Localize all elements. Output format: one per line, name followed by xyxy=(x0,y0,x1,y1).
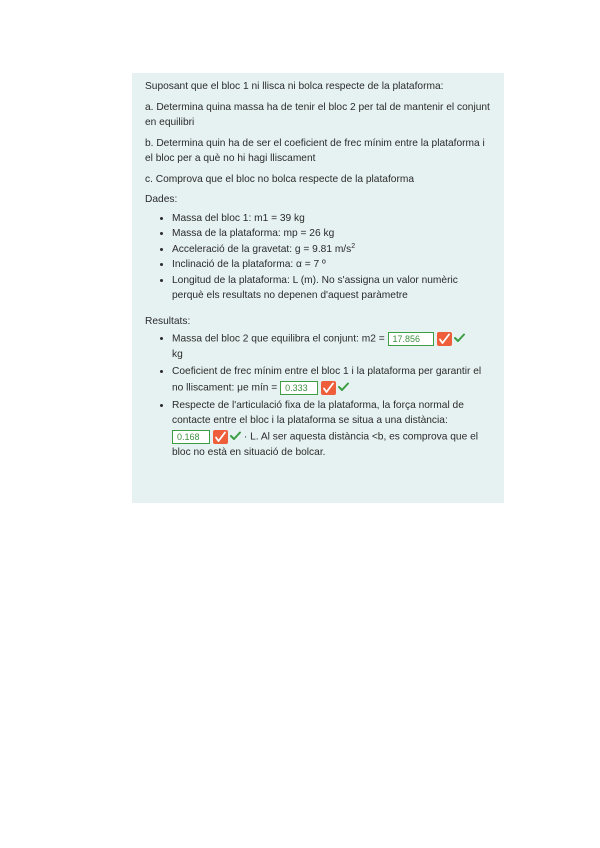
data-item-g-text: Acceleració de la gravetat: g = 9.81 m/s xyxy=(172,243,352,255)
check-button-distance[interactable] xyxy=(213,430,228,444)
data-item-alpha: • Inclinació de la plataforma: α = 7 º xyxy=(172,257,492,273)
answer-distance xyxy=(172,429,241,445)
check-button-mu[interactable] xyxy=(321,381,336,395)
results-heading: Resultats: xyxy=(145,315,191,327)
check-mark-icon xyxy=(338,380,349,396)
result-distance-label: Respecte de l'articulació fixa de la plataforma, la força normal de contacte entre el bloc i la plataforma se situa a una distància: xyxy=(172,399,464,427)
check-button-icon xyxy=(214,431,227,443)
answer-mu xyxy=(280,380,349,396)
result-m2 xyxy=(172,331,492,362)
result-distance xyxy=(172,398,492,460)
result-mu-label: Coeficient de frec mínim entre el bloc 1 i la plataforma per garantir el no lliscament: μe mín = xyxy=(172,366,482,394)
answer-distance-input[interactable]: 0.168 xyxy=(172,430,210,444)
data-heading: Dades: xyxy=(145,194,178,205)
question-a: a. Determina quina massa ha de tenir el bloc 2 per tal de mantenir el conjunt en equilibri xyxy=(145,101,490,128)
exercise-panel xyxy=(132,73,504,503)
data-list xyxy=(145,211,492,304)
data-item-length: • Longitud de la plataforma: L (m). No s'assigna un valor numèric perquè els resultats no depenen d'aquest paràmetre xyxy=(172,273,492,304)
results-list xyxy=(145,331,492,460)
check-button-icon xyxy=(438,333,451,345)
intro-text: Suposant que el bloc 1 ni llisca ni bolca respecte de la plataforma: xyxy=(145,81,444,92)
question-c: c. Comprova que el bloc no bolca respecte de la plataforma xyxy=(145,173,414,185)
answer-m2-input[interactable]: 17.856 xyxy=(388,332,434,346)
check-mark-icon xyxy=(230,429,241,445)
data-item-g xyxy=(172,242,492,258)
check-mark-icon xyxy=(454,331,465,347)
check-button-m2[interactable] xyxy=(437,332,452,346)
answer-m2 xyxy=(388,331,465,347)
result-m2-label: Massa del bloc 2 que equilibra el conjunt: m2 = xyxy=(172,333,385,345)
result-m2-unit: kg xyxy=(172,348,183,360)
question-b: b. Determina quin ha de ser el coeficient de frec mínim entre la plataforma i el bloc per a què no hi hagi lliscament xyxy=(145,137,485,164)
answer-mu-input[interactable]: 0.333 xyxy=(280,381,318,395)
data-item-mp: • Massa de la plataforma: mp = 26 kg xyxy=(172,226,492,242)
data-item-g-exponent: 2 xyxy=(351,242,356,250)
result-distance-conclusion: · L. Al ser aquesta distància <b, es comprova que el bloc no està en situació de bolcar. xyxy=(172,431,479,458)
result-mu xyxy=(172,364,492,395)
check-button-icon xyxy=(322,382,335,394)
data-item-m1: • Massa del bloc 1: m1 = 39 kg xyxy=(172,211,492,227)
